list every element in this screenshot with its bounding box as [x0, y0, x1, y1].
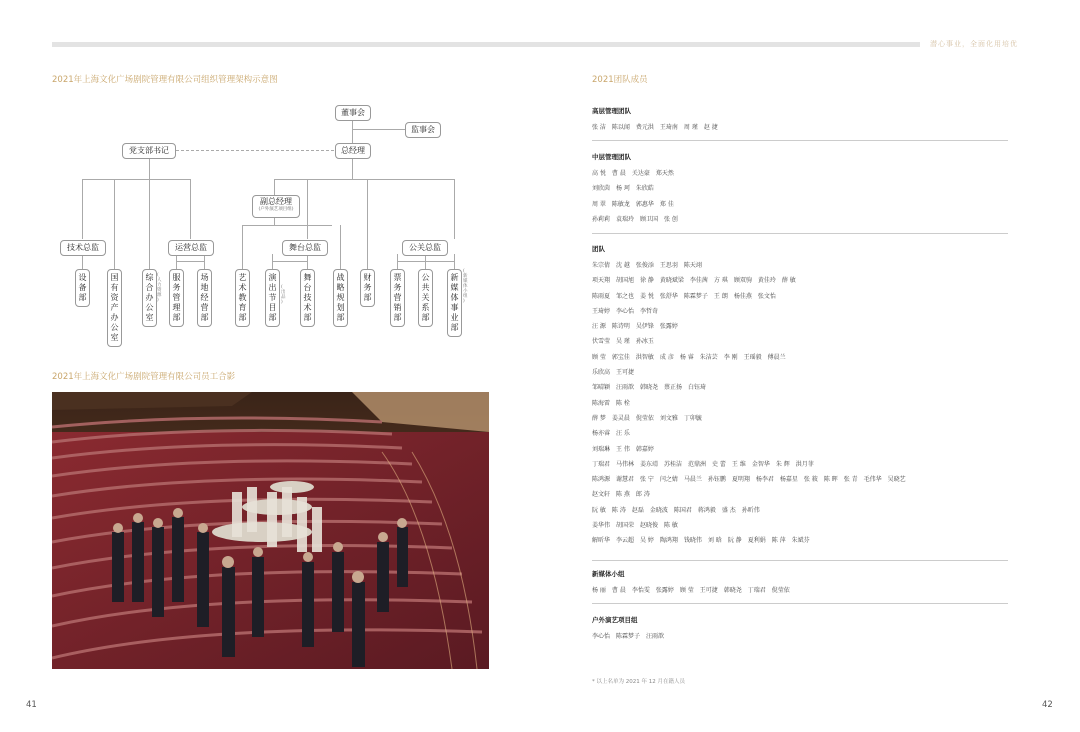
org-ops-director: 运营总监: [168, 240, 214, 256]
org-chart-title: 2021年上海文化广场剧院管理有限公司组织管理架构示意图: [52, 75, 278, 85]
team-title: 中层管理团队: [592, 153, 631, 161]
list-item: 王琦婷 李心怡 李哲奇: [592, 307, 659, 315]
team-middle-management: [592, 152, 1008, 227]
team-title: 高层管理团队: [592, 107, 631, 115]
header-slogan: 潜心事业，全面化用培优: [930, 40, 1018, 48]
team-senior-management: [592, 106, 1008, 135]
list-item: 丁瑞君 马伟林 姜东靖 苏桂洁 范鼎洲 史 蕾 王 维 金智华 朱 辉 洪月菲: [592, 460, 814, 468]
dept-program-sub: ( 出 品 ): [281, 285, 286, 305]
list-item: 杨亦睿 汪 乐: [592, 430, 630, 438]
list-item: 解昕华 李云超 吴 婷 陶鸿翔 钱晓伟 刘 晗 阮 静 夏利娟 陈 萍 朱斌芬: [592, 537, 810, 545]
team-staff: [592, 244, 1008, 549]
list-item: 赵文轩 陈 燕 郎 涛: [592, 491, 650, 499]
team-new-media: [592, 569, 1008, 598]
org-pr-director: 公关总监: [402, 240, 448, 256]
org-deputy-gm-label: 副总经理: [260, 197, 292, 206]
org-general-manager: 总经理: [335, 143, 371, 159]
org-chart: [52, 95, 492, 342]
dept-finance: 财 务 部: [360, 269, 375, 307]
dept-state-assets: 国 有 资 产 办 公 室: [107, 269, 122, 347]
divider: [592, 560, 1008, 561]
photo-title: 2021年上海文化广场剧院管理有限公司员工合影: [52, 372, 236, 382]
list-item: 邹晴颖 汪雨歆 韩晓尧 蔡正扬 白钰琦: [592, 384, 707, 392]
dept-new-media-sub: ( 新 媒 体 小 组 ): [463, 269, 468, 304]
org-deputy-gm: [252, 195, 300, 218]
divider: [592, 140, 1008, 141]
list-item: 刘欣茵 杨 珂 朱欣皓: [592, 185, 654, 193]
dept-general-office: 综 合 办 公 室: [142, 269, 157, 327]
org-board: 董事会: [335, 105, 371, 121]
list-item: 阮 敏 陈 涛 赵磊 金晓波 陈国君 蒋鸿毅 盛 杰 孙昕伟: [592, 506, 760, 514]
list-item: 项天翔 胡国旭 徐 静 黄晓斌梁 李佳茜 方 琪 顾双驹 黄佳玲 薛 敏: [592, 277, 796, 285]
dept-general-office-sub: ( 人 力 资 源 ): [157, 273, 162, 303]
org-deputy-gm-sub: (户外演艺项目组): [258, 207, 294, 212]
footnote: * 以上名单为 2021 年 12 月在籍人员: [592, 679, 685, 685]
dept-service: 服 务 管 理 部: [169, 269, 184, 327]
list-item: 顾 莹 郭宝佳 洪智敏 成 彦 杨 睿 朱洁芸 李 刚 王瑶毅 傅晨兰: [592, 353, 786, 361]
list-item: 姜华伟 胡国荣 赵晓俊 陈 敏: [592, 522, 678, 530]
list-item: 朱宗倩 沈 越 张俊添 王思羽 陈天翊: [592, 262, 702, 269]
list-item: 杨 丽 曹 晨 李怡雯 张露婷 顾 莹 王可捷 韩晓尧 丁瑞君 倪莹依: [592, 587, 790, 594]
list-item: 乐欣高 王可捷: [592, 369, 635, 377]
team-title: 团队: [592, 245, 605, 253]
team-outdoor-project: [592, 615, 1008, 644]
dept-equipment: 设 备 部: [75, 269, 90, 307]
page-number-right: 42: [1042, 700, 1053, 710]
dept-new-media: 新 媒 体 事 业 部: [447, 269, 462, 337]
list-item: 周 翠 陈敏龙 郭惠华 郑 佳: [592, 200, 674, 208]
list-item: 薛 梦 姜灵晨 倪莹依 刘文雅 丁卯毓: [592, 414, 702, 422]
dept-strategy: 战 略 规 划 部: [333, 269, 348, 327]
header-bar: [52, 42, 920, 47]
list-item: 孙莉莉 袁瑞玲 顾卫国 张 创: [592, 215, 678, 223]
team-title: 户外演艺项目组: [592, 616, 638, 624]
org-tech-director: 技术总监: [60, 240, 106, 256]
team-section-title: 2021团队成员: [592, 75, 648, 85]
team-title: 新媒体小组: [592, 570, 625, 578]
dept-ticketing: 票 务 营 销 部: [390, 269, 405, 327]
dept-arts-education: 艺 术 教 育 部: [235, 269, 250, 327]
divider: [592, 603, 1008, 604]
org-supervisors: 监事会: [405, 122, 441, 138]
dept-program: 演 出 节 目 部: [265, 269, 280, 327]
list-item: 张 洁 陈以闻 费元洪 王琦南 周 瑾 赵 捷: [592, 124, 718, 131]
page-number-left: 41: [26, 700, 37, 710]
dept-venue: 场 地 经 营 部: [197, 269, 212, 327]
list-item: 伏雪莹 吴 瑾 孙冰玉: [592, 338, 654, 346]
dept-stage-tech: 舞 台 技 术 部: [300, 269, 315, 327]
org-party-secretary: 党支部书记: [122, 143, 176, 159]
list-item: 陈雨夏 邹之也 姜 悦 张舒华 陈霖梦子 王 朗 杨佳燕 张文怡: [592, 292, 776, 300]
org-stage-director: 舞台总监: [282, 240, 328, 256]
staff-group-photo: [52, 392, 489, 669]
list-item: 陈鸿源 谢慧君 张 宁 闫之婧 马晨兰 孙钰鹏 夏明翔 杨李君 杨嘉星 张 筱 陈 晖 张 青 毛伟华 吴晓艺: [592, 476, 906, 484]
list-item: 刘瑞琳 王 伟 韩嘉婷: [592, 445, 654, 453]
divider: [592, 233, 1008, 234]
list-item: 汪 源 陈诗明 吴伊锋 张露婷: [592, 323, 678, 331]
list-item: 高 悦 曹 晨 关达豪 郑天然: [592, 170, 674, 177]
dept-public-relations: 公 共 关 系 部: [418, 269, 433, 327]
list-item: 李心怡 陈霖梦子 汪雨歆: [592, 633, 665, 640]
list-item: 陈海雷 陈 栓: [592, 399, 630, 407]
